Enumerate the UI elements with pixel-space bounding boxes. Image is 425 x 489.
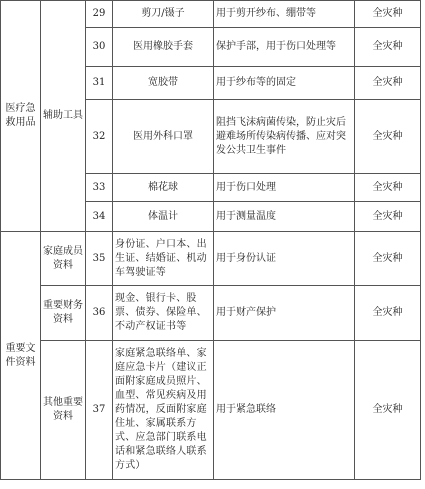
item-name: 宽胶带 xyxy=(113,67,214,100)
category-medical: 医疗急救用品 xyxy=(1,1,41,232)
item-use: 阻挡飞沫病菌传染，防止灾后避难场所传染病传播、应对突发公共卫生事件 xyxy=(214,100,355,174)
item-use: 用于剪开纱布、绷带等 xyxy=(214,1,355,28)
item-scope: 全灾种 xyxy=(355,174,421,202)
item-number: 32 xyxy=(86,100,113,174)
table-row xyxy=(1,341,421,480)
item-use: 用于紧急联络 xyxy=(214,341,355,480)
item-scope: 全灾种 xyxy=(355,28,421,67)
item-number: 29 xyxy=(86,1,113,28)
item-name: 医用外科口罩 xyxy=(113,100,214,174)
item-scope: 全灾种 xyxy=(355,232,421,286)
item-number: 31 xyxy=(86,67,113,100)
item-name: 医用橡胶手套 xyxy=(113,28,214,67)
item-name: 身份证、户口本、出生证、结婚证、机动车驾驶证等 xyxy=(113,232,214,286)
item-scope: 全灾种 xyxy=(355,67,421,100)
item-name: 家庭紧急联络单、家庭应急卡片（建议正面附家庭成员照片、血型、常见疾病及用药情况，反面附家庭住址、家属联系方式、应急部门联系电话和紧急联络人联系方式） xyxy=(113,341,214,480)
table-row xyxy=(1,1,421,28)
item-name: 棉花球 xyxy=(113,174,214,202)
item-scope: 全灾种 xyxy=(355,1,421,28)
item-name: 体温计 xyxy=(113,202,214,232)
subcategory-other: 其他重要资料 xyxy=(41,341,86,480)
item-number: 37 xyxy=(86,341,113,480)
item-scope: 全灾种 xyxy=(355,341,421,480)
item-use: 用于伤口处理 xyxy=(214,174,355,202)
item-scope: 全灾种 xyxy=(355,202,421,232)
item-use: 用于财产保护 xyxy=(214,286,355,341)
item-number: 30 xyxy=(86,28,113,67)
item-number: 34 xyxy=(86,202,113,232)
item-number: 33 xyxy=(86,174,113,202)
subcategory-finance: 重要财务资料 xyxy=(41,286,86,341)
subcategory-family-members: 家庭成员资料 xyxy=(41,232,86,286)
item-use: 用于纱布等的固定 xyxy=(214,67,355,100)
item-number: 36 xyxy=(86,286,113,341)
category-docs: 重要文件资料 xyxy=(1,232,41,480)
item-name: 剪刀/镊子 xyxy=(113,1,214,28)
item-use: 保护手部，用于伤口处理等 xyxy=(214,28,355,67)
table-row xyxy=(1,232,421,286)
item-name: 现金、银行卡、股票、债券、保险单、不动产权证书等 xyxy=(113,286,214,341)
item-use: 用于身份认证 xyxy=(214,232,355,286)
item-number: 35 xyxy=(86,232,113,286)
item-scope: 全灾种 xyxy=(355,286,421,341)
table-row xyxy=(1,286,421,341)
subcategory-aux-tools: 辅助工具 xyxy=(41,1,86,232)
item-use: 用于测量温度 xyxy=(214,202,355,232)
item-scope: 全灾种 xyxy=(355,100,421,174)
